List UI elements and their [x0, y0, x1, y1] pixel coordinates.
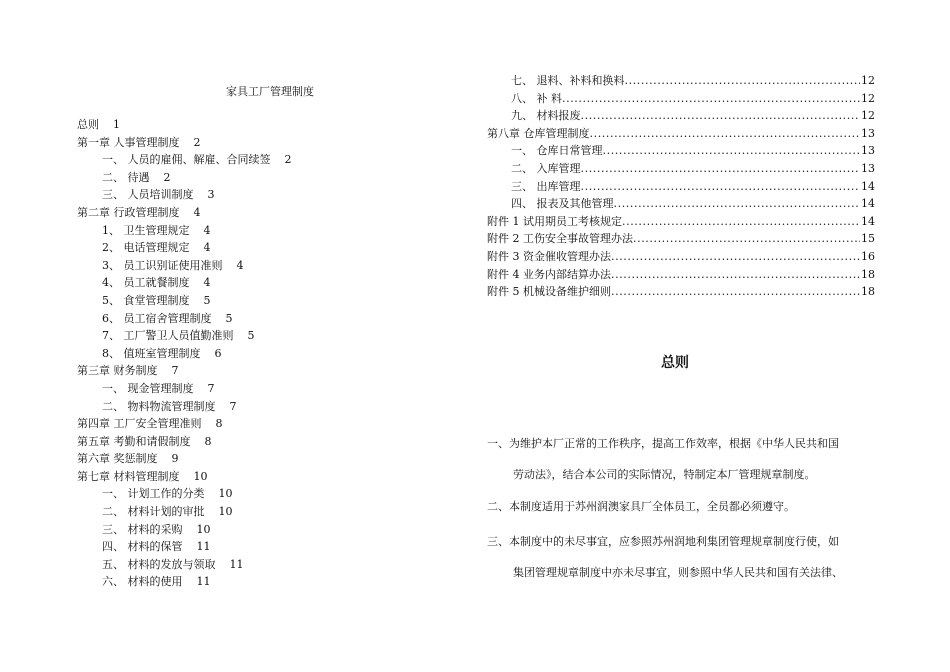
toc-entry-page: 13 — [861, 144, 875, 158]
toc-entry-title: 附件 3 资金催收管理办法 — [487, 249, 611, 263]
dot-leader — [614, 195, 861, 213]
toc-entry-page: 2 — [284, 153, 292, 167]
toc-entry-page: 10 — [218, 505, 233, 519]
toc-entry-title: 一、 人员的雇佣、解雇、合同续签 — [102, 153, 271, 167]
dot-leader — [581, 160, 861, 178]
toc-entry-page: 16 — [861, 249, 875, 263]
toc-entry-page: 6 — [214, 346, 222, 360]
toc-entry[interactable] — [487, 90, 875, 108]
toc-entry[interactable] — [77, 521, 457, 539]
toc-entry[interactable] — [487, 195, 875, 213]
toc-entry-title: 九、 材料报废 — [511, 109, 581, 123]
toc-entry[interactable] — [77, 362, 457, 380]
table-of-contents-left — [77, 116, 457, 591]
toc-entry-page: 5 — [225, 311, 233, 325]
toc-entry-page: 10 — [193, 469, 208, 483]
toc-entry[interactable] — [487, 125, 875, 143]
toc-entry[interactable] — [77, 503, 457, 521]
dot-leader — [622, 213, 860, 231]
paragraph-1-line-1: 一、为维护本厂正常的工作秩序，提高工作效率，根据《中华人民共和国 — [487, 437, 839, 450]
paragraph-3 — [487, 526, 877, 588]
toc-entry-title: 第六章 奖惩制度 — [77, 452, 158, 466]
paragraph-2-line-1: 二、本制度适用于苏州润澳家具厂全体员工，全员都必须遵守。 — [487, 500, 795, 513]
toc-entry-page: 3 — [207, 188, 215, 202]
toc-entry-title: 一、 计划工作的分类 — [102, 487, 205, 501]
toc-entry-page: 4 — [203, 276, 211, 290]
toc-entry[interactable] — [77, 274, 457, 292]
right-page — [475, 0, 950, 672]
toc-entry-page: 15 — [861, 232, 875, 246]
toc-entry[interactable] — [77, 556, 457, 574]
toc-entry-title: 第三章 财务制度 — [77, 364, 158, 378]
toc-entry-page: 7 — [207, 381, 215, 395]
toc-entry[interactable] — [487, 283, 875, 301]
toc-entry-page: 7 — [171, 364, 179, 378]
toc-entry[interactable] — [487, 142, 875, 160]
toc-entry[interactable] — [77, 485, 457, 503]
dot-leader — [625, 72, 861, 90]
toc-entry-title: 三、 人员培训制度 — [102, 188, 194, 202]
toc-entry-title: 7、 工厂警卫人员值勤准则 — [102, 329, 234, 343]
toc-entry[interactable] — [77, 345, 457, 363]
toc-entry-page: 8 — [215, 417, 223, 431]
toc-entry[interactable] — [77, 450, 457, 468]
toc-entry-title: 第一章 人事管理制度 — [77, 135, 180, 149]
toc-entry-title: 二、 入库管理 — [511, 161, 581, 175]
dot-leader — [611, 248, 860, 266]
toc-entry-title: 一、 现金管理制度 — [102, 381, 194, 395]
toc-entry[interactable] — [77, 433, 457, 451]
toc-entry-page: 13 — [861, 161, 875, 175]
dot-leader — [562, 90, 860, 108]
toc-entry[interactable] — [77, 222, 457, 240]
table-of-contents-right — [487, 72, 875, 301]
toc-entry-title: 附件 4 业务内部结算办法 — [487, 267, 611, 281]
toc-entry-page: 4 — [203, 223, 211, 237]
toc-entry[interactable] — [77, 380, 457, 398]
toc-entry-page: 1 — [113, 118, 120, 131]
toc-entry-title: 第七章 材料管理制度 — [77, 469, 180, 483]
toc-entry-page: 10 — [196, 522, 211, 536]
toc-entry-page: 11 — [196, 540, 211, 554]
toc-entry[interactable] — [77, 468, 457, 486]
dot-leader — [611, 283, 860, 301]
dot-leader — [633, 230, 860, 248]
paragraph-2 — [487, 491, 877, 522]
toc-entry[interactable] — [77, 186, 457, 204]
toc-entry[interactable] — [77, 239, 457, 257]
dot-leader — [603, 142, 861, 160]
toc-entry-title: 附件 5 机械设备维护细则 — [487, 285, 611, 299]
toc-entry-title: 三、 材料的采购 — [102, 522, 183, 536]
paragraph-1-line-2: 劳动法》，结合本公司的实际情况，特制定本厂管理规章制度。 — [513, 468, 816, 481]
toc-entry-title: 二、 待遇 — [102, 170, 150, 184]
toc-entry-title: 4、 员工就餐制度 — [102, 276, 190, 290]
toc-entry-title: 六、 材料的使用 — [102, 575, 183, 589]
toc-entry[interactable] — [487, 178, 875, 196]
paragraph-3-line-1: 三、本制度中的未尽事宜，应参照苏州润地利集团管理规章制度行使，如 — [487, 535, 839, 548]
toc-entry-page: 7 — [229, 399, 237, 413]
toc-entry-page: 12 — [861, 109, 875, 123]
toc-entry[interactable] — [77, 134, 457, 152]
toc-entry-page: 8 — [204, 434, 212, 448]
toc-entry-title: 四、 报表及其他管理 — [511, 197, 614, 211]
toc-entry-page: 12 — [861, 91, 875, 105]
toc-entry-title: 5、 食堂管理制度 — [102, 293, 190, 307]
toc-entry-page: 18 — [861, 267, 875, 281]
toc-entry[interactable] — [487, 213, 875, 231]
section-heading: 总则 — [661, 355, 689, 371]
toc-entry[interactable] — [77, 292, 457, 310]
toc-entry[interactable] — [77, 573, 457, 591]
toc-entry-title: 2、 电话管理规定 — [102, 241, 190, 255]
toc-entry[interactable] — [77, 327, 457, 345]
toc-entry-title: 七、 退料、补料和换料 — [511, 74, 625, 87]
toc-entry[interactable] — [487, 107, 875, 125]
toc-entry[interactable] — [77, 169, 457, 187]
toc-entry-page: 2 — [193, 135, 201, 149]
toc-entry-page: 12 — [861, 74, 875, 87]
toc-entry-title: 二、 材料计划的审批 — [102, 505, 205, 519]
toc-entry[interactable] — [487, 230, 875, 248]
toc-entry[interactable] — [487, 266, 875, 284]
toc-entry-title: 第二章 行政管理制度 — [77, 205, 180, 219]
toc-entry-page: 14 — [861, 197, 875, 211]
toc-entry-page: 4 — [236, 258, 244, 272]
toc-entry-page: 4 — [193, 205, 201, 219]
document-title: 家具工厂管理制度 — [226, 85, 314, 98]
toc-entry[interactable] — [77, 538, 457, 556]
toc-entry-title: 一、 仓库日常管理 — [511, 144, 603, 158]
toc-entry-title: 总则 — [77, 118, 99, 131]
toc-entry-title: 3、 员工识别证使用准则 — [102, 258, 223, 272]
toc-entry-page: 5 — [247, 329, 255, 343]
toc-entry-page: 2 — [163, 170, 171, 184]
toc-entry-title: 第八章 仓库管理制度 — [487, 126, 590, 140]
toc-entry[interactable] — [487, 248, 875, 266]
toc-entry[interactable] — [77, 310, 457, 328]
toc-entry-title: 五、 材料的发放与领取 — [102, 557, 216, 571]
toc-entry-page: 14 — [861, 179, 875, 193]
dot-leader — [581, 178, 861, 196]
toc-entry-page: 14 — [861, 214, 875, 228]
toc-entry[interactable] — [77, 257, 457, 275]
toc-entry-title: 第四章 工厂安全管理准则 — [77, 417, 202, 431]
toc-entry-page: 4 — [203, 241, 211, 255]
toc-entry-title: 三、 出库管理 — [511, 179, 581, 193]
dot-leader — [590, 125, 861, 143]
toc-entry[interactable] — [77, 204, 457, 222]
toc-entry[interactable] — [487, 72, 875, 90]
toc-entry-page: 18 — [861, 285, 875, 299]
toc-entry-page: 13 — [861, 126, 875, 140]
toc-entry-page: 5 — [203, 293, 211, 307]
toc-entry-title: 8、 值班室管理制度 — [102, 346, 201, 360]
toc-entry-title: 二、 物料物流管理制度 — [102, 399, 216, 413]
toc-entry-page: 11 — [196, 575, 211, 589]
dot-leader — [611, 266, 860, 284]
toc-entry-title: 四、 材料的保管 — [102, 540, 183, 554]
toc-entry[interactable] — [77, 415, 457, 433]
toc-entry-title: 附件 2 工伤安全事故管理办法 — [487, 232, 633, 246]
toc-entry-page: 11 — [229, 557, 244, 571]
toc-entry-title: 八、 补 料 — [511, 91, 562, 105]
toc-entry-title: 附件 1 试用期员工考核规定 — [487, 214, 622, 228]
paragraph-3-line-2: 集团管理规章制度中亦未尽事宜，则参照中华人民共和国有关法律、 — [513, 566, 843, 579]
toc-entry[interactable] — [487, 160, 875, 178]
toc-entry-title: 第五章 考勤和请假制度 — [77, 434, 191, 448]
dot-leader — [581, 107, 861, 125]
toc-entry-title: 6、 员工宿舍管理制度 — [102, 311, 212, 325]
paragraph-1 — [487, 428, 877, 490]
toc-entry-title: 1、 卫生管理规定 — [102, 223, 190, 237]
toc-entry[interactable] — [77, 151, 457, 169]
toc-entry[interactable] — [77, 398, 457, 416]
toc-entry-page: 10 — [218, 487, 233, 501]
toc-entry[interactable] — [77, 116, 457, 134]
toc-entry-page: 9 — [171, 452, 179, 466]
